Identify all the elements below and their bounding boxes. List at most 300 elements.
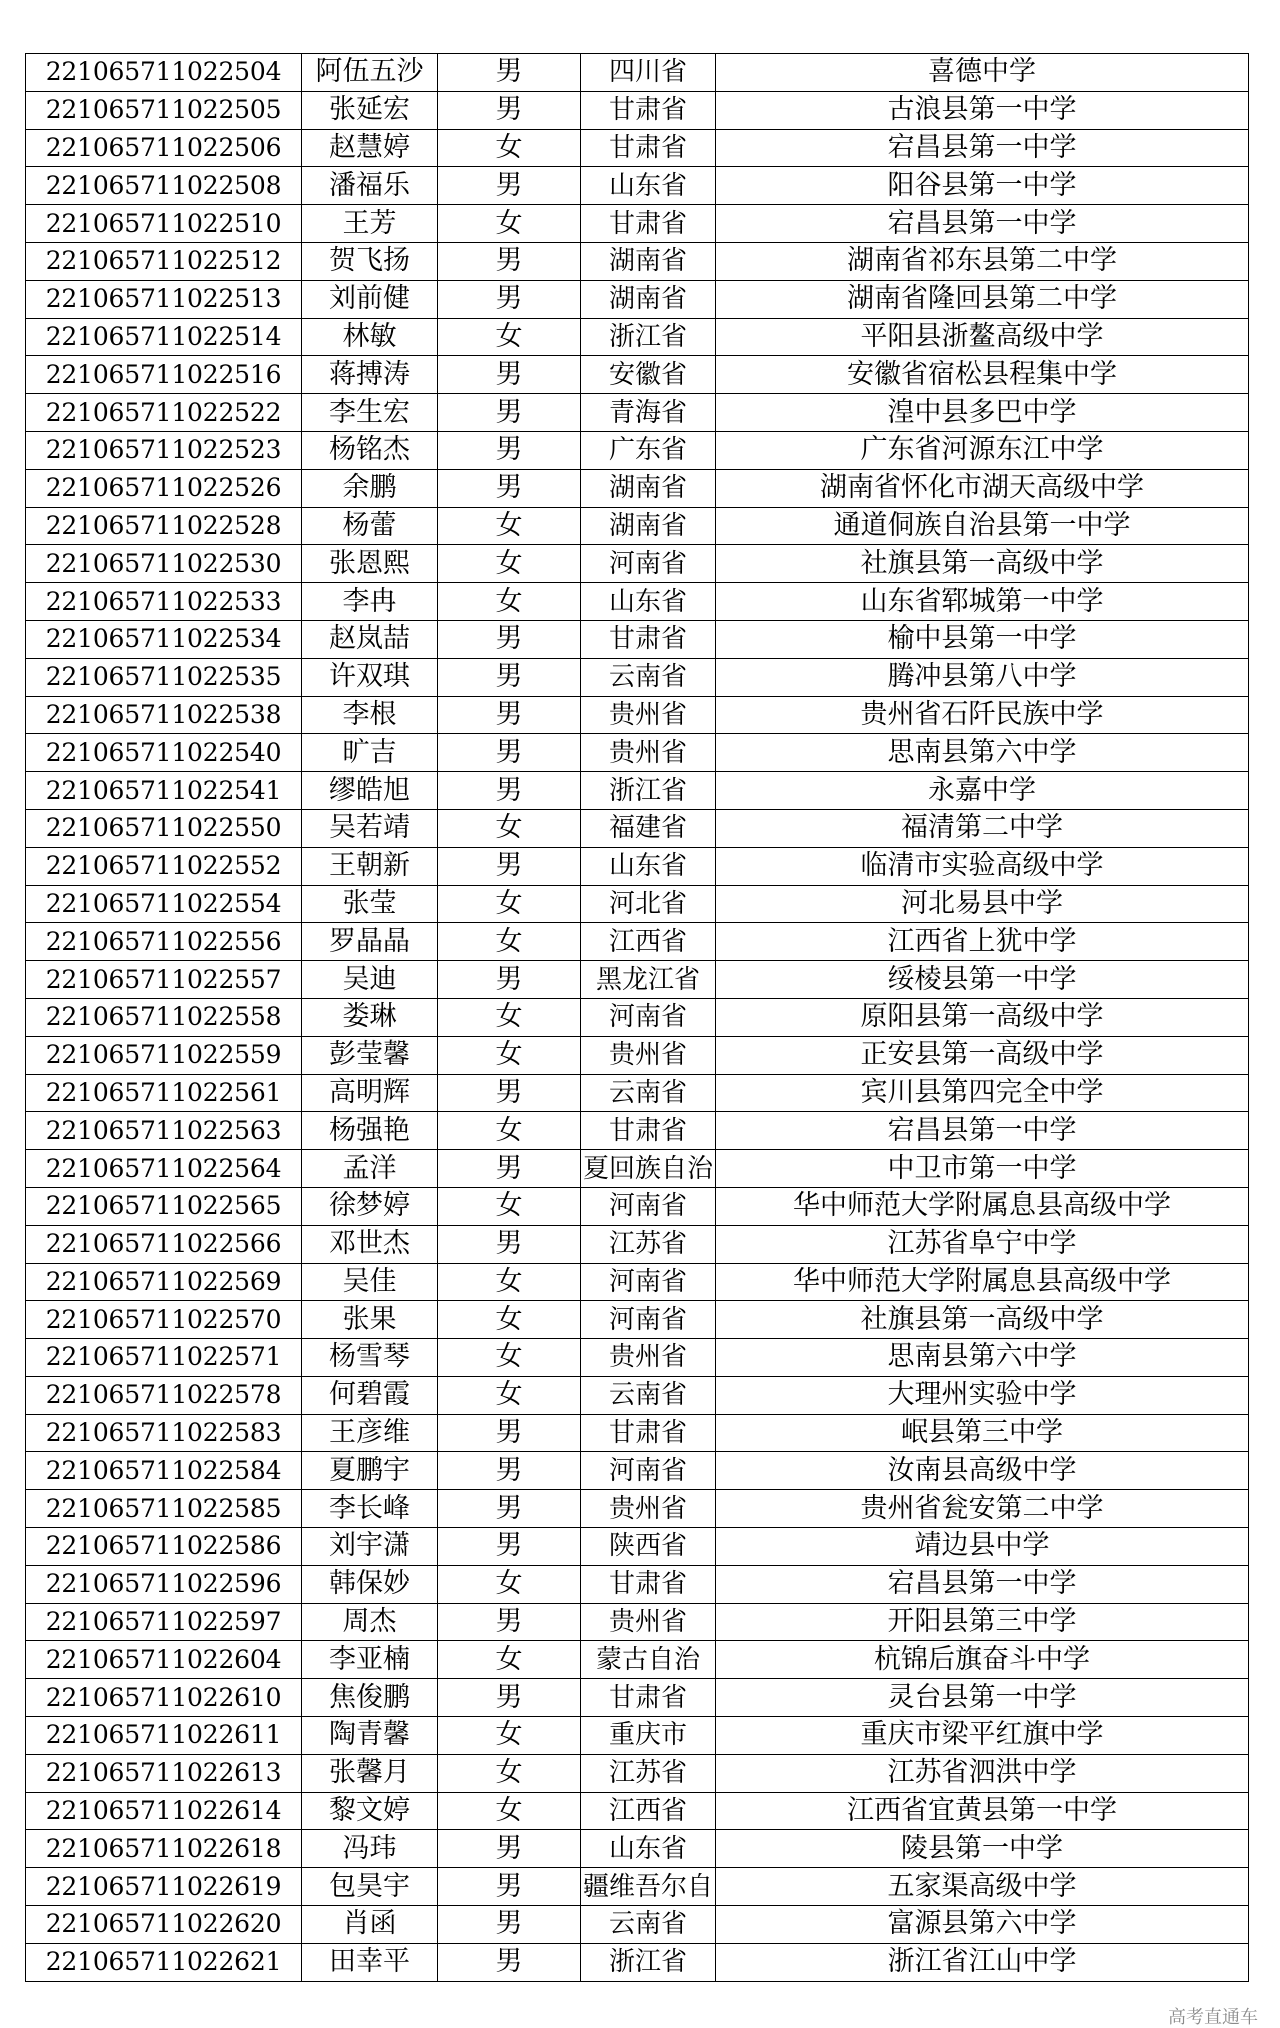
- table-row: [26, 1830, 1249, 1868]
- cell-school: 中卫市第一中学: [716, 1150, 1249, 1188]
- cell-id: 221065711022561: [26, 1074, 302, 1112]
- cell-id: 221065711022522: [26, 394, 302, 432]
- cell-id: 221065711022621: [26, 1943, 302, 1981]
- cell-id: 221065711022513: [26, 280, 302, 318]
- cell-gender: 男: [438, 620, 581, 658]
- table-row: [26, 809, 1249, 847]
- cell-name: 潘福乐: [302, 167, 438, 205]
- cell-province: 云南省: [581, 1376, 716, 1414]
- cell-gender: 女: [438, 1792, 581, 1830]
- cell-gender: 男: [438, 696, 581, 734]
- cell-gender: 男: [438, 394, 581, 432]
- cell-school: 浙江省江山中学: [716, 1943, 1249, 1981]
- cell-school: 河北易县中学: [716, 885, 1249, 923]
- table-row: [26, 167, 1249, 205]
- table-row: [26, 1792, 1249, 1830]
- cell-name: 彭莹馨: [302, 1036, 438, 1074]
- cell-school: 湖南省隆回县第二中学: [716, 280, 1249, 318]
- cell-name: 何碧霞: [302, 1376, 438, 1414]
- cell-province: 河南省: [581, 1301, 716, 1339]
- cell-name: 夏鹏宇: [302, 1452, 438, 1490]
- cell-gender: 男: [438, 847, 581, 885]
- cell-province: 江西省: [581, 923, 716, 961]
- table-row: [26, 696, 1249, 734]
- cell-id: 221065711022619: [26, 1868, 302, 1906]
- cell-gender: 男: [438, 1074, 581, 1112]
- cell-province: 甘肃省: [581, 91, 716, 129]
- cell-school: 湟中县多巴中学: [716, 394, 1249, 432]
- cell-province: 安徽省: [581, 356, 716, 394]
- cell-id: 221065711022506: [26, 129, 302, 167]
- cell-province: 山东省: [581, 847, 716, 885]
- cell-province: 黑龙江省: [581, 961, 716, 999]
- cell-name: 肖函: [302, 1906, 438, 1944]
- cell-school: 陵县第一中学: [716, 1830, 1249, 1868]
- cell-gender: 男: [438, 280, 581, 318]
- table-row: [26, 1112, 1249, 1150]
- cell-name: 杨强艳: [302, 1112, 438, 1150]
- cell-school: 开阳县第三中学: [716, 1603, 1249, 1641]
- cell-province: 湖南省: [581, 507, 716, 545]
- cell-name: 李亚楠: [302, 1641, 438, 1679]
- cell-school: 五家渠高级中学: [716, 1868, 1249, 1906]
- cell-name: 缪皓旭: [302, 772, 438, 810]
- cell-name: 娄琳: [302, 998, 438, 1036]
- table-row: [26, 885, 1249, 923]
- cell-province: 浙江省: [581, 772, 716, 810]
- cell-gender: 女: [438, 885, 581, 923]
- cell-school: 思南县第六中学: [716, 1339, 1249, 1377]
- cell-name: 许双琪: [302, 658, 438, 696]
- cell-id: 221065711022540: [26, 734, 302, 772]
- table-row: [26, 129, 1249, 167]
- table-row: [26, 1906, 1249, 1944]
- table-row: [26, 1225, 1249, 1263]
- cell-name: 李根: [302, 696, 438, 734]
- cell-school: 华中师范大学附属息县高级中学: [716, 1263, 1249, 1301]
- cell-name: 王彦维: [302, 1414, 438, 1452]
- cell-name: 吴若靖: [302, 809, 438, 847]
- cell-gender: 女: [438, 1641, 581, 1679]
- cell-gender: 男: [438, 1679, 581, 1717]
- cell-id: 221065711022528: [26, 507, 302, 545]
- cell-name: 余鹏: [302, 469, 438, 507]
- table-row: [26, 1414, 1249, 1452]
- cell-name: 孟洋: [302, 1150, 438, 1188]
- cell-province: 河南省: [581, 1263, 716, 1301]
- cell-province: 江苏省: [581, 1225, 716, 1263]
- cell-gender: 女: [438, 1036, 581, 1074]
- table-row: [26, 54, 1249, 92]
- cell-school: 永嘉中学: [716, 772, 1249, 810]
- cell-name: 杨蕾: [302, 507, 438, 545]
- cell-province: 湖南省: [581, 469, 716, 507]
- cell-school: 靖边县中学: [716, 1528, 1249, 1566]
- cell-name: 吴佳: [302, 1263, 438, 1301]
- cell-gender: 女: [438, 583, 581, 621]
- cell-school: 江西省宜黄县第一中学: [716, 1792, 1249, 1830]
- table-row: [26, 961, 1249, 999]
- cell-school: 江苏省泗洪中学: [716, 1754, 1249, 1792]
- cell-id: 221065711022596: [26, 1565, 302, 1603]
- cell-name: 贺飞扬: [302, 242, 438, 280]
- cell-province: 福建省: [581, 809, 716, 847]
- cell-school: 安徽省宿松县程集中学: [716, 356, 1249, 394]
- cell-gender: 女: [438, 129, 581, 167]
- cell-province: 甘肃省: [581, 205, 716, 243]
- cell-gender: 女: [438, 318, 581, 356]
- cell-id: 221065711022569: [26, 1263, 302, 1301]
- cell-id: 221065711022604: [26, 1641, 302, 1679]
- cell-id: 221065711022583: [26, 1414, 302, 1452]
- cell-name: 包昊宇: [302, 1868, 438, 1906]
- cell-school: 临清市实验高级中学: [716, 847, 1249, 885]
- cell-gender: 男: [438, 242, 581, 280]
- table-row: [26, 1641, 1249, 1679]
- table-row: [26, 1868, 1249, 1906]
- cell-school: 榆中县第一中学: [716, 620, 1249, 658]
- cell-province: 贵州省: [581, 1339, 716, 1377]
- cell-id: 221065711022565: [26, 1187, 302, 1225]
- cell-province: 浙江省: [581, 1943, 716, 1981]
- cell-gender: 女: [438, 1187, 581, 1225]
- cell-school: 岷县第三中学: [716, 1414, 1249, 1452]
- cell-province: 贵州省: [581, 1603, 716, 1641]
- cell-school: 江苏省阜宁中学: [716, 1225, 1249, 1263]
- cell-province: 山东省: [581, 1830, 716, 1868]
- cell-school: 宕昌县第一中学: [716, 205, 1249, 243]
- cell-school: 汝南县高级中学: [716, 1452, 1249, 1490]
- cell-province: 贵州省: [581, 696, 716, 734]
- cell-gender: 男: [438, 1414, 581, 1452]
- cell-gender: 女: [438, 998, 581, 1036]
- cell-id: 221065711022538: [26, 696, 302, 734]
- cell-id: 221065711022558: [26, 998, 302, 1036]
- cell-school: 贵州省石阡民族中学: [716, 696, 1249, 734]
- cell-gender: 女: [438, 809, 581, 847]
- cell-province: 山东省: [581, 583, 716, 621]
- cell-gender: 女: [438, 1754, 581, 1792]
- cell-name: 张馨月: [302, 1754, 438, 1792]
- cell-school: 宕昌县第一中学: [716, 1112, 1249, 1150]
- cell-province: 云南省: [581, 658, 716, 696]
- cell-name: 高明辉: [302, 1074, 438, 1112]
- cell-province: 甘肃省: [581, 129, 716, 167]
- cell-province: 云南省: [581, 1906, 716, 1944]
- table-row: [26, 242, 1249, 280]
- cell-province: 湖南省: [581, 242, 716, 280]
- cell-province: 河南省: [581, 545, 716, 583]
- cell-name: 韩保妙: [302, 1565, 438, 1603]
- cell-school: 平阳县浙鳌高级中学: [716, 318, 1249, 356]
- cell-province: 云南省: [581, 1074, 716, 1112]
- table-row: [26, 734, 1249, 772]
- cell-school: 原阳县第一高级中学: [716, 998, 1249, 1036]
- cell-id: 221065711022597: [26, 1603, 302, 1641]
- cell-id: 221065711022585: [26, 1490, 302, 1528]
- cell-name: 杨雪琴: [302, 1339, 438, 1377]
- cell-name: 杨铭杰: [302, 431, 438, 469]
- cell-gender: 男: [438, 1943, 581, 1981]
- cell-gender: 女: [438, 1717, 581, 1755]
- cell-id: 221065711022512: [26, 242, 302, 280]
- cell-name: 黎文婷: [302, 1792, 438, 1830]
- cell-school: 喜德中学: [716, 54, 1249, 92]
- cell-gender: 女: [438, 1112, 581, 1150]
- cell-name: 刘宇潇: [302, 1528, 438, 1566]
- cell-school: 宾川县第四完全中学: [716, 1074, 1249, 1112]
- table-row: [26, 1565, 1249, 1603]
- admission-list-table: [25, 53, 1249, 1982]
- cell-id: 221065711022541: [26, 772, 302, 810]
- table-row: [26, 1679, 1249, 1717]
- cell-school: 江西省上犹中学: [716, 923, 1249, 961]
- cell-gender: 男: [438, 1452, 581, 1490]
- cell-school: 大理州实验中学: [716, 1376, 1249, 1414]
- cell-school: 通道侗族自治县第一中学: [716, 507, 1249, 545]
- cell-school: 华中师范大学附属息县高级中学: [716, 1187, 1249, 1225]
- table-row: [26, 394, 1249, 432]
- table-row: [26, 847, 1249, 885]
- cell-id: 221065711022533: [26, 583, 302, 621]
- cell-id: 221065711022618: [26, 1830, 302, 1868]
- cell-gender: 男: [438, 1603, 581, 1641]
- cell-province: 江西省: [581, 1792, 716, 1830]
- cell-id: 221065711022516: [26, 356, 302, 394]
- table-row: [26, 280, 1249, 318]
- cell-gender: 男: [438, 1868, 581, 1906]
- cell-gender: 女: [438, 1301, 581, 1339]
- cell-id: 221065711022584: [26, 1452, 302, 1490]
- table-row: [26, 205, 1249, 243]
- cell-gender: 男: [438, 1150, 581, 1188]
- cell-school: 思南县第六中学: [716, 734, 1249, 772]
- table-row: [26, 772, 1249, 810]
- table-row: [26, 1490, 1249, 1528]
- cell-name: 张恩熙: [302, 545, 438, 583]
- cell-id: 221065711022535: [26, 658, 302, 696]
- cell-id: 221065711022510: [26, 205, 302, 243]
- cell-name: 罗晶晶: [302, 923, 438, 961]
- cell-id: 221065711022530: [26, 545, 302, 583]
- cell-id: 221065711022566: [26, 1225, 302, 1263]
- table-body: [26, 54, 1249, 1982]
- cell-id: 221065711022563: [26, 1112, 302, 1150]
- cell-province: 江苏省: [581, 1754, 716, 1792]
- table-row: [26, 1187, 1249, 1225]
- cell-name: 林敏: [302, 318, 438, 356]
- table-row: [26, 1452, 1249, 1490]
- table-row: [26, 1717, 1249, 1755]
- cell-gender: 女: [438, 545, 581, 583]
- cell-id: 221065711022534: [26, 620, 302, 658]
- cell-name: 焦俊鹏: [302, 1679, 438, 1717]
- cell-name: 王芳: [302, 205, 438, 243]
- cell-gender: 男: [438, 734, 581, 772]
- table-row: [26, 1301, 1249, 1339]
- cell-name: 旷吉: [302, 734, 438, 772]
- cell-name: 张延宏: [302, 91, 438, 129]
- cell-province: 广东省: [581, 431, 716, 469]
- cell-province: 青海省: [581, 394, 716, 432]
- table-row: [26, 1074, 1249, 1112]
- cell-school: 福清第二中学: [716, 809, 1249, 847]
- cell-id: 221065711022613: [26, 1754, 302, 1792]
- cell-name: 张果: [302, 1301, 438, 1339]
- cell-province: 蒙古自治: [581, 1641, 716, 1679]
- cell-gender: 男: [438, 1528, 581, 1566]
- cell-name: 冯玮: [302, 1830, 438, 1868]
- cell-school: 社旗县第一高级中学: [716, 1301, 1249, 1339]
- cell-name: 陶青馨: [302, 1717, 438, 1755]
- cell-gender: 男: [438, 1225, 581, 1263]
- cell-name: 周杰: [302, 1603, 438, 1641]
- table-row: [26, 923, 1249, 961]
- cell-gender: 男: [438, 658, 581, 696]
- cell-gender: 女: [438, 1565, 581, 1603]
- cell-school: 贵州省瓮安第二中学: [716, 1490, 1249, 1528]
- cell-id: 221065711022557: [26, 961, 302, 999]
- cell-gender: 男: [438, 1830, 581, 1868]
- cell-province: 贵州省: [581, 1490, 716, 1528]
- cell-school: 社旗县第一高级中学: [716, 545, 1249, 583]
- cell-id: 221065711022514: [26, 318, 302, 356]
- cell-id: 221065711022559: [26, 1036, 302, 1074]
- cell-province: 河北省: [581, 885, 716, 923]
- cell-name: 李生宏: [302, 394, 438, 432]
- cell-gender: 女: [438, 1263, 581, 1301]
- table-row: [26, 998, 1249, 1036]
- cell-name: 王朝新: [302, 847, 438, 885]
- cell-school: 广东省河源东江中学: [716, 431, 1249, 469]
- table-row: [26, 1603, 1249, 1641]
- cell-province: 四川省: [581, 54, 716, 92]
- cell-school: 富源县第六中学: [716, 1906, 1249, 1944]
- cell-province: 甘肃省: [581, 1565, 716, 1603]
- cell-name: 徐梦婷: [302, 1187, 438, 1225]
- table-row: [26, 356, 1249, 394]
- cell-school: 绥棱县第一中学: [716, 961, 1249, 999]
- cell-province: 河南省: [581, 998, 716, 1036]
- watermark-text: 高考直通车: [1168, 2007, 1258, 2028]
- table-row: [26, 1036, 1249, 1074]
- cell-id: 221065711022570: [26, 1301, 302, 1339]
- cell-province: 夏回族自治: [581, 1150, 716, 1188]
- cell-gender: 女: [438, 205, 581, 243]
- cell-school: 灵台县第一中学: [716, 1679, 1249, 1717]
- cell-gender: 女: [438, 1339, 581, 1377]
- cell-name: 田幸平: [302, 1943, 438, 1981]
- cell-id: 221065711022614: [26, 1792, 302, 1830]
- table-row: [26, 583, 1249, 621]
- cell-id: 221065711022610: [26, 1679, 302, 1717]
- table-row: [26, 1339, 1249, 1377]
- cell-gender: 男: [438, 167, 581, 205]
- cell-province: 重庆市: [581, 1717, 716, 1755]
- cell-gender: 男: [438, 469, 581, 507]
- cell-province: 疆维吾尔自: [581, 1868, 716, 1906]
- cell-school: 重庆市梁平红旗中学: [716, 1717, 1249, 1755]
- cell-province: 山东省: [581, 167, 716, 205]
- cell-gender: 男: [438, 961, 581, 999]
- table-row: [26, 318, 1249, 356]
- cell-id: 221065711022564: [26, 1150, 302, 1188]
- cell-gender: 男: [438, 356, 581, 394]
- cell-province: 甘肃省: [581, 1679, 716, 1717]
- cell-name: 李长峰: [302, 1490, 438, 1528]
- cell-id: 221065711022526: [26, 469, 302, 507]
- cell-school: 杭锦后旗奋斗中学: [716, 1641, 1249, 1679]
- cell-gender: 女: [438, 923, 581, 961]
- cell-gender: 女: [438, 1376, 581, 1414]
- cell-name: 吴迪: [302, 961, 438, 999]
- cell-school: 宕昌县第一中学: [716, 1565, 1249, 1603]
- cell-school: 正安县第一高级中学: [716, 1036, 1249, 1074]
- cell-id: 221065711022554: [26, 885, 302, 923]
- cell-name: 蒋搏涛: [302, 356, 438, 394]
- cell-province: 甘肃省: [581, 1112, 716, 1150]
- cell-id: 221065711022504: [26, 54, 302, 92]
- cell-gender: 男: [438, 772, 581, 810]
- cell-gender: 女: [438, 507, 581, 545]
- table-row: [26, 91, 1249, 129]
- table-row: [26, 620, 1249, 658]
- cell-id: 221065711022556: [26, 923, 302, 961]
- cell-gender: 男: [438, 431, 581, 469]
- cell-province: 甘肃省: [581, 620, 716, 658]
- cell-gender: 男: [438, 54, 581, 92]
- cell-id: 221065711022571: [26, 1339, 302, 1377]
- table-row: [26, 1376, 1249, 1414]
- table-row: [26, 1150, 1249, 1188]
- cell-id: 221065711022523: [26, 431, 302, 469]
- cell-school: 湖南省祁东县第二中学: [716, 242, 1249, 280]
- cell-school: 宕昌县第一中学: [716, 129, 1249, 167]
- cell-name: 赵慧婷: [302, 129, 438, 167]
- cell-name: 邓世杰: [302, 1225, 438, 1263]
- cell-id: 221065711022552: [26, 847, 302, 885]
- table-row: [26, 1754, 1249, 1792]
- cell-id: 221065711022505: [26, 91, 302, 129]
- cell-name: 刘前健: [302, 280, 438, 318]
- cell-gender: 男: [438, 1906, 581, 1944]
- cell-name: 张莹: [302, 885, 438, 923]
- cell-name: 阿伍五沙: [302, 54, 438, 92]
- table-row: [26, 1528, 1249, 1566]
- cell-province: 河南省: [581, 1187, 716, 1225]
- table-row: [26, 469, 1249, 507]
- table-row: [26, 658, 1249, 696]
- cell-id: 221065711022550: [26, 809, 302, 847]
- table-row: [26, 507, 1249, 545]
- cell-gender: 男: [438, 91, 581, 129]
- cell-school: 腾冲县第八中学: [716, 658, 1249, 696]
- cell-id: 221065711022586: [26, 1528, 302, 1566]
- cell-school: 阳谷县第一中学: [716, 167, 1249, 205]
- cell-gender: 男: [438, 1490, 581, 1528]
- cell-province: 甘肃省: [581, 1414, 716, 1452]
- table-row: [26, 1943, 1249, 1981]
- table-row: [26, 431, 1249, 469]
- cell-name: 赵岚喆: [302, 620, 438, 658]
- cell-province: 浙江省: [581, 318, 716, 356]
- cell-name: 李冉: [302, 583, 438, 621]
- cell-province: 湖南省: [581, 280, 716, 318]
- cell-id: 221065711022620: [26, 1906, 302, 1944]
- cell-province: 河南省: [581, 1452, 716, 1490]
- table-row: [26, 1263, 1249, 1301]
- cell-province: 陕西省: [581, 1528, 716, 1566]
